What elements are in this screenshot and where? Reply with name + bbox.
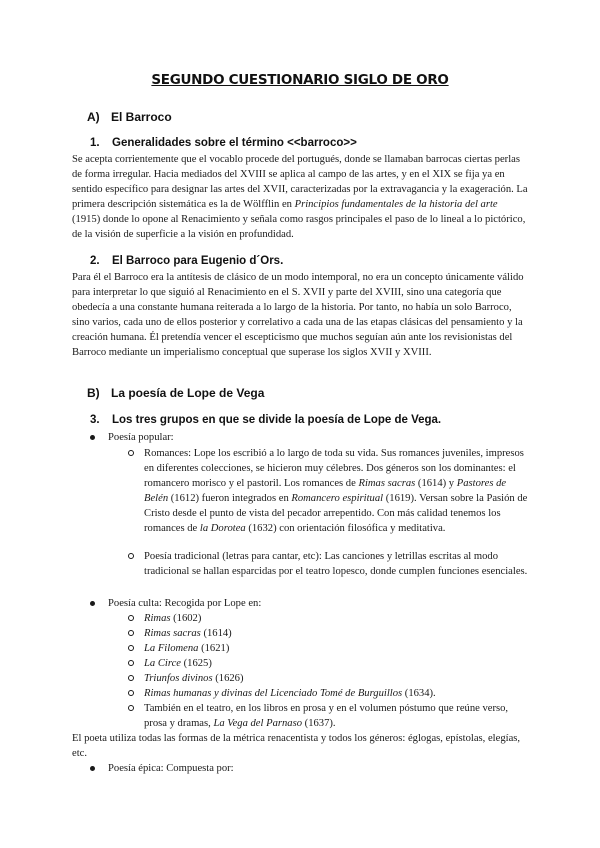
subsection-3-title: Los tres grupos en que se divide la poesía de Lope de Vega. — [112, 414, 442, 426]
work-title: Rimas sacras — [358, 478, 416, 489]
bullet-icon — [90, 766, 95, 771]
circle-bullet-icon — [128, 660, 134, 666]
section-b-heading — [87, 386, 264, 400]
work-year: (1626) — [212, 673, 244, 684]
teatro-text — [144, 701, 528, 731]
work-title: Rimas — [144, 613, 171, 624]
romances-text — [144, 446, 528, 536]
text-run: (1619). Versan sobre la Pasión de Cristo desde el punto de vista del pecador arrepentido. Con más calidad tenemos los romances de — [144, 493, 528, 534]
document-title: SEGUNDO CUESTIONARIO SIGLO DE ORO — [151, 72, 449, 88]
circle-bullet-icon — [128, 630, 134, 636]
work-year: (1621) — [198, 643, 230, 654]
section-b-label: B) — [87, 386, 100, 400]
work-title: La Vega del Parnaso — [213, 718, 303, 729]
circle-bullet-icon — [128, 690, 134, 696]
paragraph-metrica: El poeta utiliza todas las formas de la métrica renacentista y todos los géneros: églogas, epístolas, elegías, etc. — [72, 733, 521, 759]
text-run: (1915) donde lo opone al Renacimiento y señala como rasgos principales el paso de lo lineal a lo pictórico, de la visión de superficie a la visión en profundidad. — [72, 214, 526, 240]
subsection-1-title: Generalidades sobre el término <<barroco>> — [112, 137, 357, 149]
bullet-label: Poesía popular: — [108, 432, 174, 443]
bullet-label: Poesía épica: Compuesta por: — [108, 763, 234, 774]
tradicional-text: Poesía tradicional (letras para cantar, etc): Las canciones y letrillas escritas al modo tradicional se hallan esparcidas por el teatro lopesco, donde cumplen funciones esenciales. — [144, 551, 528, 577]
work-year: (1614) — [200, 628, 232, 639]
text-run: (1637). — [302, 718, 336, 729]
bullet-label: Poesía culta: Recogida por Lope en: — [108, 598, 262, 609]
work-year: (1602) — [170, 613, 202, 624]
subsection-1-heading — [90, 137, 357, 149]
work-title: Triunfos divinos — [144, 673, 213, 684]
work-title: La Circe — [144, 658, 181, 669]
text-run: (1632) con orientación filosófica y meditativa. — [245, 523, 446, 534]
circle-bullet-icon — [128, 705, 134, 711]
bullet-icon — [90, 435, 95, 440]
work-title: Rimas humanas y divinas del Licenciado Tomé de Burguillos — [144, 688, 403, 699]
work-year: (1625) — [180, 658, 212, 669]
work-title: Pastores de Belén — [144, 478, 507, 504]
text-run: También en el teatro, en los libros en prosa y en el volumen póstumo que reúne verso, prosa y dramas, — [144, 703, 509, 729]
paragraph-eugenio-dors: Para él el Barroco era la antítesis de clásico de un modo intemporal, no era un concepto únicamente válido para interpretar lo que siguió al Renacimiento en el S. XVII y parte del XVIII, sino una categoría que obedecía a una constante humana reiterada a lo largo de la historia. Por tanto, no había un solo Barroco, sino varios, cada uno de ellos posterior y correlativo a cada una de las etapas clásicas del pensamiento y la creación humana. Él pretendía vencer el escepticismo que muchos seguían aún ante los revisionistas del Barroco mediante un imperialismo conceptual que superase los siglos XVII y XVIII. — [72, 272, 524, 358]
subsection-1-number: 1. — [90, 137, 100, 149]
subsection-2-number: 2. — [90, 255, 100, 267]
text-run: Se acepta corrientemente que el vocablo procede del portugués, donde se llamaban barrocas ciertas perlas de forma irregular. Hacia mediados del XVIII se aplica al campo de las artes, y en el XIX se fija ya en sentido específico para designar las artes del XVII, caracterizadas por la extravagancia y la exageración. La primera descripción sistemática es la de Wölfflin en — [72, 154, 528, 210]
subsection-2-heading — [90, 255, 283, 267]
section-a-title: El Barroco — [111, 110, 172, 124]
subsection-3-number: 3. — [90, 414, 100, 426]
work-title: La Filomena — [144, 643, 199, 654]
work-title: Romancero espiritual — [291, 493, 384, 504]
circle-bullet-icon — [128, 645, 134, 651]
section-a-label: A) — [87, 110, 100, 124]
work-title: la Dorotea — [199, 523, 246, 534]
work-year: (1634). — [402, 688, 436, 699]
text-run: (1614) y — [415, 478, 457, 489]
section-a-heading — [87, 110, 172, 124]
book-title: Principios fundamentales de la historia del arte — [294, 199, 498, 210]
text-run: Romances: Lope los escribió a lo largo de toda su vida. Sus romances juveniles, impresos en diferentes colecciones, se hicieron muy célebres. Dos géneros son los dominantes: el romancero morisco y el pastoril. Los romances de — [144, 448, 524, 489]
circle-bullet-icon — [128, 450, 134, 456]
subsection-2-title: El Barroco para Eugenio d´Ors. — [112, 255, 284, 267]
work-title: Rimas sacras — [144, 628, 201, 639]
circle-bullet-icon — [128, 675, 134, 681]
subsection-3-heading — [90, 414, 441, 426]
circle-bullet-icon — [128, 615, 134, 621]
text-run: (1612) fueron integrados en — [168, 493, 292, 504]
paragraph-barroco-term — [72, 152, 528, 242]
bullet-icon — [90, 601, 95, 606]
section-b-title: La poesía de Lope de Vega — [111, 386, 265, 400]
circle-bullet-icon — [128, 553, 134, 559]
